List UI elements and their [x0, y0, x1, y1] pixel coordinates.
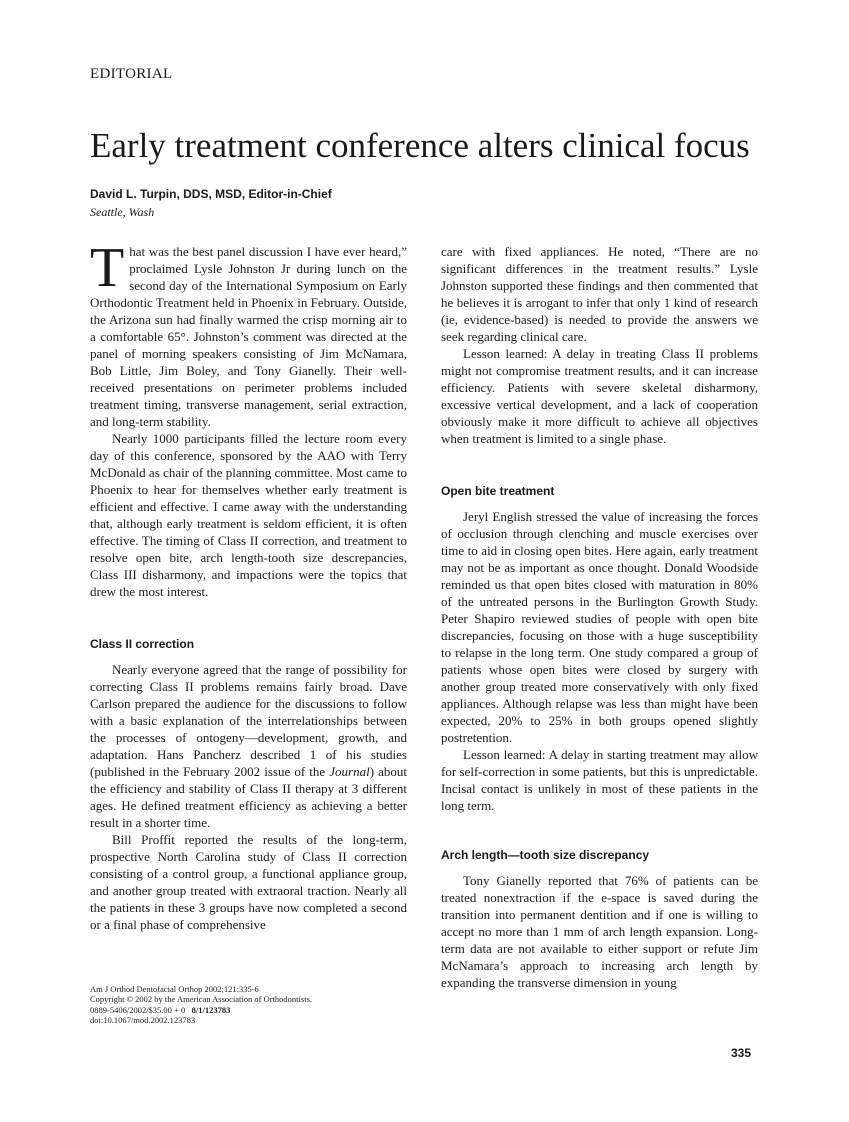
footnote-code [90, 1005, 410, 1015]
paragraph-class-ii-text-a: Nearly everyone agreed that the range of possibility for correcting Class II problems remains fairly broad. Dave Carlson prepared the audience for the discussions to follow with a basic explanation of the interrelationships between the processes of ontogeny—development, growth, and adaptation. Hans Pancherz described 1 of his studies (published in the February 2002 issue of the [90, 662, 407, 779]
heading-class-ii-correction: Class II correction [90, 637, 195, 651]
left-column [90, 237, 408, 933]
citation-footnote [90, 984, 410, 1025]
paragraph-intro [90, 237, 407, 430]
paragraph-participants: Nearly 1000 participants filled the lecture room every day of this conference, sponsored by the AAO with Terry McDonald as chair of the planning committee. Most came to Phoenix to hear for themselves whether early treatment is efficient and effective. I came away with the understanding that, although early treatment is seldom efficient, it is often effective. The timing of Class II correction, and treatment to resolve open bite, arch length-tooth size descrepancies, Class III disharmony, and impactions were the topics that drew the most interest. [90, 431, 407, 599]
page-number: 335 [731, 1046, 752, 1060]
footnote-journal: Am J Orthod Dentofacial Orthop 2002;121:335-6 [90, 984, 259, 994]
paragraph-proffit-study: Bill Proffit reported the results of the long-term, prospective North Carolina study of Class II correction consisting of a control group, a functional appliance group, and another group treated with extraoral traction. Nearly all the patients in these 3 groups have now completed a second or a final phase of comprehensive [90, 832, 407, 932]
paragraph-intro-text: hat was the best panel discussion I have ever heard,” proclaimed Lysle Johnston Jr during lunch on the second day of the International Symposium on Early Orthodontic Treatment held in Phoenix in February. Outside, the Arizona sun had finally warmed the crisp morning air to a comfortable 65°. Johnston’s comment was directed at the panel of morning speakers consisting of Jim McNamara, Bob Little, Jim Boley, and Tony Gianelly. Their well-received presentations on perimeter problems included treatment timing, transverse management, serial extraction, and long-term stability. [90, 244, 407, 429]
heading-open-bite-treatment: Open bite treatment [441, 484, 555, 498]
footnote-copyright: Copyright © 2002 by the American Association of Orthodontists. [90, 994, 313, 1005]
heading-arch-length: Arch length—tooth size discrepancy [441, 848, 650, 862]
article-title: Early treatment conference alters clinical focus [90, 126, 750, 165]
paragraph-arch-length: Tony Gianelly reported that 76% of patients can be treated nonextraction if the e-space is saved during the transition into permanent dentition and if one is willing to accept no more than 1 mm of arch length expansion. Long-term data are not available to either support or refute Jim McNamara’s approach to increasing arch length by expanding the transverse dimension in young [441, 873, 758, 990]
paragraph-lesson-open-bite: Lesson learned: A delay in starting treatment may allow for self-correction in some patients, but this is unpredictable. Incisal contact is unlikely in most of these patients in the long term. [441, 747, 758, 813]
author-byline: David L. Turpin, DDS, MSD, Editor-in-Chief [90, 187, 332, 201]
author-affiliation: Seattle, Wash [90, 205, 155, 219]
section-label: EDITORIAL [90, 66, 173, 82]
paragraph-open-bite: Jeryl English stressed the value of increasing the forces of occlusion through clenching and muscle exercises over time to aid in closing open bites. Here again, early treatment may not be as important as once thought. Donald Woodside reminded us that open bites closed with maturation in 80% of the untreated persons in the Burlington Growth Study. Peter Shapiro reviewed studies of people with open bite discrepancies, focusing on those with a huge susceptibility to relapse in the long term. One study compared a group of patients whose open bites were closed by surgery with another group treated more conservatively with only fixed appliances. Although relapse was less than might have been expected, 20% to 25% in both groups opened slightly postretention. [441, 509, 758, 745]
drop-cap: T [90, 237, 125, 299]
paragraph-continued: care with fixed appliances. He noted, “There are no significant differences in the treatment results.” Lysle Johnston supported these findings and then commented that he believes it is arrogant to infer that only 1 kind of research (ie, evidence-based) is needed to provide the answers we seek regarding clinical care. [441, 244, 758, 344]
footnote-code-bold: 8/1/123783 [191, 1004, 231, 1015]
footnote-doi: doi:10.1067/mod.2002.123783 [90, 1014, 196, 1025]
paragraph-class-ii-range [90, 661, 407, 831]
footnote-code-prefix: 0889-5406/2002/$35.00 + 0 [90, 1004, 186, 1015]
paragraph-lesson-class-ii: Lesson learned: A delay in treating Class II problems might not compromise treatment results, and it can increase efficiency. Patients with severe skeletal disharmony, excessive vertical development, and a lack of cooperation obviously make it more difficult to achieve all objectives when treatment is limited to a single phase. [441, 346, 758, 446]
paragraph-class-ii-text-b: ) about the efficiency and stability of Class II therapy at 3 different ages. He defined treatment efficiency as achieving a better result in a shorter time. [90, 764, 408, 830]
right-column [441, 243, 758, 991]
journal-italic: Journal [329, 764, 370, 779]
